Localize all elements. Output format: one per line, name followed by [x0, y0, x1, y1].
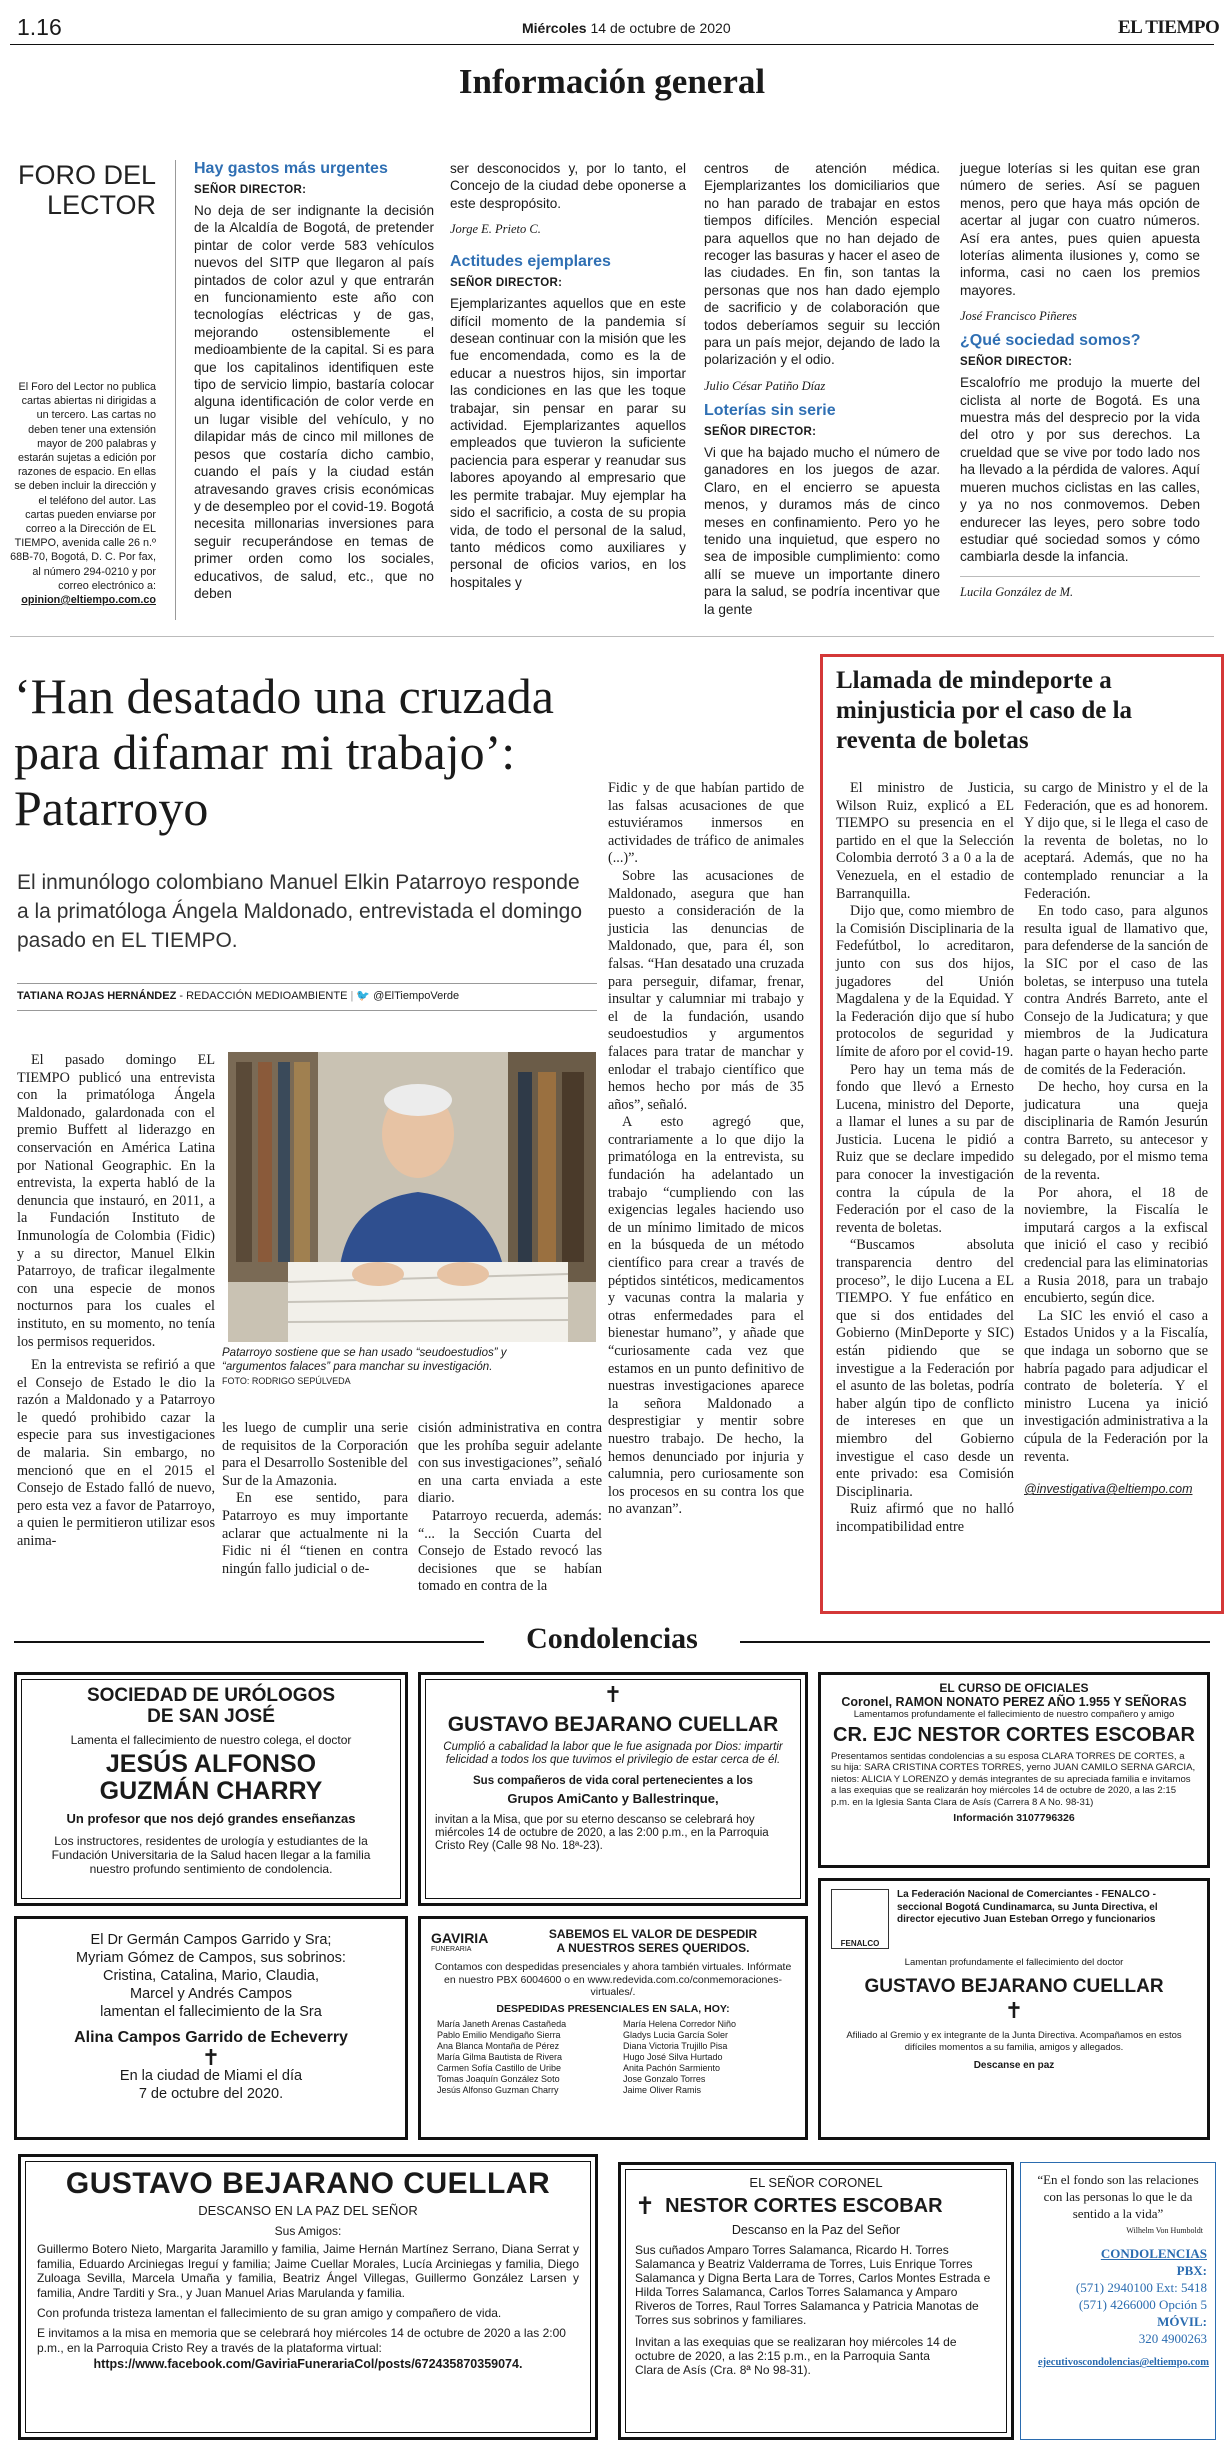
condolencias-rule-right — [740, 1641, 1210, 1643]
ad4-line: lamentan el fallecimiento de la Sra — [100, 2004, 322, 2020]
gaviria-logo — [431, 1930, 511, 1953]
visitation-name: Pablo Emilio Mendigaño Sierra — [437, 2029, 561, 2040]
letter3-salute: SEÑOR DIRECTOR: — [704, 425, 817, 438]
ad7-invite: E invitamos a la misa en memoria que se celebrará hoy miércoles 14 de octubre de 2020 a las 2:00 p.m., en la Parroquia Cristo Rey a través de la plataforma virtual: — [37, 2326, 566, 2355]
article-headline: ‘Han desatado una cruzada para difamar mi trabajo’: Patarroyo — [14, 668, 554, 836]
ad5-list-right — [623, 2019, 795, 2096]
article-para: A esto agregó que, contrariamente a lo que dijo la primatóloga en la entrevista, su fundación ha adelantado un trabajo “cumpliendo con las exigencias legales haciendo uso de un mínimo limitado de micos en la búsqueda de un método científico para crear a través de péptidos sintéticos, medicamentos y vacunas contra la malaria y otras enfermedades para el bienestar humano”, y añade que “curiosamente cada vez que estamos en un punto definitivo de nuestras investigaciones aparece la señora Maldonado a desprestigiar y mentir sobre nuestro trabajo. De hecho, la hemos denunciado por injuria y calumnia, pero curiosamente son los procesos en su contra los que no avanzan”. — [608, 1114, 804, 1518]
visitation-name: María Janeth Arenas Castañeda — [437, 2018, 567, 2029]
article-para: Patarroyo recuerda, además: “... la Sección Cuarta del Consejo de Estado revocó las decisiones que se habían tomado en contra de la — [418, 1507, 602, 1595]
letter1-body-cont: ser desconocidos y, por lo tanto, el Concejo de la ciudad debe oponerse a este despropósito. — [450, 161, 686, 211]
letter1-salute: SEÑOR DIRECTOR: — [194, 184, 307, 196]
obituary-ad — [18, 2154, 598, 2440]
ad1-body: Los instructores, residentes de urología y estudiantes de la Fundación Universitaria de la Salud hacen llegar a la familia nuestro profundo sentimiento de condolencia. — [51, 1834, 371, 1876]
letter2-signature: Julio César Patiño Díaz — [704, 378, 826, 393]
contact-email-link[interactable]: ejecutivoscondolencias@eltiempo.com — [1037, 2357, 1209, 2368]
ad6-peace: Descanse en paz — [973, 2060, 1055, 2071]
ad8-body: Sus cuñados Amparo Torres Salamanca, Ricardo H. Torres Salamanca y Beatriz Valderrama de Torres, Luis Enrique Torres Salamanca y Digna Berta Lara de Torres, Carlos Montes Estrada e Hilda Torres Salamanca, Carlos Torres Salamanca y Amparo Riveros de Torres, Raul Torres Salamanca y Patricia Manotas de Torres sus sobrinos y familiares. — [635, 2243, 991, 2327]
ad8-invite: Invitan a las exequias que se realizaran hoy miércoles 14 de octubre de 2020, a las 2:15 p.m., en la Parroquia Santa Clara de Asís (Cra. 8ª No 98-31). — [635, 2335, 957, 2377]
sidebar-para: Dijo que, como miembro de la Comisión Disciplinaria de la Fedefútbol, lo acreditaron, junto con sus dos hijos, jugadores del Unión Magdalena y de la Equidad. Y la Federación dijo que sí hubo protocolos de seguridad y límite de aforo por el covid-19. — [836, 903, 1014, 1060]
article-col-2 — [222, 1420, 408, 1578]
header-rule — [10, 44, 1214, 45]
fenalco-logo-text: FENALCO — [840, 1939, 880, 1948]
letters-col-4 — [960, 160, 1200, 608]
ad4-line: El Dr Germán Campos Garrido y Sra; — [90, 1932, 332, 1948]
ad7-peace: DESCANSO EN LA PAZ DEL SEÑOR — [198, 2203, 418, 2218]
visitation-name: Anita Pachón Sarmiento — [623, 2062, 721, 2073]
ad4-name: Alina Campos Garrido de Echeverry — [74, 2029, 348, 2046]
article-col-1 — [17, 1052, 215, 1551]
letter4-salute: SEÑOR DIRECTOR: — [960, 356, 1073, 369]
section-divider — [10, 636, 1214, 637]
byline-author: TATIANA ROJAS HERNÁNDEZ — [17, 990, 177, 1002]
letter3-body: Vi que ha bajado mucho el número de ganadores en los juegos de azar. Claro, en el encierro se apuesta menos, y duramos más de cinco meses en confinamiento. Pero yo he tenido una inquietud, que espero no sea de imposible cumplimiento: como allí se mueve un importante dinero para la salud, se podría incentivar que la gente — [704, 444, 940, 617]
letters-col-2 — [450, 160, 686, 591]
caption-text: Patarroyo sostiene que se han usado “seudoestudios” y “argumentos falaces” para manchar su investigación. — [222, 1347, 507, 1373]
sidebar-para: En todo caso, para algunos resulta igual de llamativo que, para defenderse de la sanción de la SIC por el caso de las boletas, se interpuso una tutela contra Andrés Barreto, ante el Consejo de la Judicatura; y que miembros de la Judicatura hagan parte o hayan hecho parte de comités de la Federación. — [1024, 903, 1208, 1078]
obituary-ad — [14, 1672, 408, 1906]
visitation-name: Jose Gonzalo Torres — [623, 2073, 706, 2084]
foro-title-line2: LECTOR — [46, 190, 156, 220]
obituary-ad — [418, 1672, 808, 1906]
brand-logo: EL TIEMPO — [1118, 17, 1220, 38]
letter4-body: Escalofrío me produjo la muerte del ciclista al norte de Bogotá. Es una muestra más del desprecio por la vida del otro y por sus derechos. La crueldad que se vive por todo lado nos ha llevado a la pérdida de valores. Aquí mueren muchos ciclistas en las calles, y ya no nos conmovemos. Deben endurecer las leyes, pero sobre todo estudiar qué sociedad somos y cómo cambiarla desde la infancia. — [960, 375, 1200, 565]
letter2-salute: SEÑOR DIRECTOR: — [450, 277, 563, 290]
gaviria-logo-text: GAVIRIA — [431, 1929, 489, 1946]
letter2-body-cont: centros de atención médica. Ejemplarizantes los domiciliarios que no han parado de trabajar en estos tiempos difíciles. Mención especial para aquellos que no han dejado de recoger las basuras y hacer el aseo de las ciudades. En fin, son tantas la personas que nos han dado ejemplo de sacrificio y de colaboración que todos deberíamos seguir su lección para un país mejor, dejando de lado la polarización y el odio. — [704, 161, 940, 368]
contact-quote-author: Wilhelm Von Humboldt — [1126, 2226, 1203, 2235]
article-dek: El inmunólogo colombiano Manuel Elkin Patarroyo responde a la primatóloga Ángela Maldonado, entrevistada el domingo pasado en EL TIEMPO. — [17, 871, 583, 952]
letter2-body: Ejemplarizantes aquellos que en este difícil momento de la pandemia sí desean continuar con la misión que les fue encomendada, como es la de educar a nuestros hijos, sin importar las condiciones en las que les toque trabajar, sin pensar en parar su actividad. Ejemplarizantes aquellos empleados que tuvieron la suficiente paciencia para esperar y reanudar sus labores apoyando al empresario que les permite trabajar. Muy ejemplar ha sido el sacrificio, a costa de su propia vida, de todo el personal de la salud, tanto médicos como auxiliares y personal de oficios varios, en los hospitales y — [450, 296, 686, 590]
ad5-head1: SABEMOS EL VALOR DE DESPEDIR — [548, 1927, 758, 1941]
foro-rules-text: El Foro del Lector no publica cartas abiertas ni dirigidas a un tercero. Las cartas no deben tener una extensión mayor de 200 palabras y estarán sujetas a edición por razones de espacio. En ellas se deben incluir la dirección y el teléfono del autor. Las cartas pueden enviarse por correo a la Dirección de EL TIEMPO, avenida calle 26 n.º 68B-70, Bogotá, D. C. Por fax, al número 294-0210 y por correo electrónico a: — [10, 381, 156, 592]
ad3-info: Información 3107796326 — [953, 1812, 1075, 1825]
contact-phone[interactable]: (571) 4266000 Opción 5 — [1078, 2297, 1207, 2312]
obituary-ad — [618, 2162, 1014, 2440]
visitation-name: Hugo José Silva Hurtado — [623, 2051, 723, 2062]
cross-icon: ✝ — [201, 2045, 221, 2070]
article-para: les luego de cumplir una serie de requisitos de la Corporación para el Desarrollo Sostenible del Sur de la Amazonia. — [222, 1420, 408, 1489]
ad7-list: Guillermo Botero Nieto, Margarita Jaramillo y familia, Jaime Hernán Martínez Serrano, Diana Serrat y familia, Eduardo Arciniegas Ireguí y familia; Jaime Cuellar Morales, Lucía Arciniegas y familia, Diego Zuloaga Sevilla, Marcela Umaña y familia, Beatriz Ángel Villegas, Guillermo González Larsen y familia, Andre Tarditi y Sra., y Juan Manuel Arias Marulanda y familia. — [37, 2242, 579, 2300]
twitter-icon: 🐦 — [356, 990, 371, 1002]
cross-icon: ✝ — [635, 2193, 656, 2220]
sidebar-para: De hecho, hoy cursa en la judicatura una queja disciplinaria de Ramón Jesurún contra Barreto, su antecesor y su delegado, por el mismo tema de la reventa. — [1024, 1079, 1208, 1184]
sidebar-para: Pero hay un tema más de fondo que llevó a Ernesto Lucena, ministro del Deporte, a llamar el lunes a su par de Justicia. Lucena le pidió a Ruiz que se declare impedido para conocer la investigación contra la cúpula de la Federación por el caso de la reventa de boletas. — [836, 1061, 1014, 1236]
visitation-name: Diana Victoria Trujillo Pisa — [623, 2040, 728, 2051]
sidebar-col-1 — [836, 780, 1014, 1537]
ad3-head2: Coronel, RAMON NONATO PEREZ AÑO 1.955 Y SEÑORAS — [841, 1695, 1187, 1709]
cross-icon: ✝ — [603, 1682, 623, 1707]
obituary-ad — [14, 1916, 408, 2140]
contact-phone[interactable]: (571) 2940100 Ext: 5418 — [1075, 2280, 1207, 2295]
visitation-name: Tomas Joaquín González Soto — [437, 2073, 560, 2084]
ad7-sad: Con profunda tristeza lamentan el fallecimiento de su gran amigo y compañero de vida. — [37, 2306, 502, 2320]
ad2-groups: Grupos AmiCanto y Ballestrinque, — [507, 1791, 719, 1806]
ad2-body: invitan a la Misa, que por su eterno descanso se celebrará hoy miércoles 14 de octubre de 2020, a las 2:00 p.m., en la Parroquia Cristo Rey (Calle 98 No. 18ª-23). — [435, 1814, 769, 1852]
sidebar-para: El ministro de Justicia, Wilson Ruiz, explicó a EL TIEMPO su presencia en el partido en el que la Selección Colombia derrotó 3 a 0 a la de Venezuela, en el estadio de Barranquilla. — [836, 780, 1014, 902]
article-para: Sobre las acusaciones de Maldonado, asegura que han puesto a consideración de la justicia las denuncias de Maldonado, que, para él, son falsas. “Han desatado una cruzada para perseguir, difamar, frenar, insultar y calumniar mi trabajo y el de la fundación, usando seudoestudios y argumentos falaces para tratar de manchar y enlodar el trabajo científico que hemos hecho por más de 35 años”, señaló. — [608, 867, 804, 1113]
ad8-title: EL SEÑOR CORONEL — [749, 2175, 883, 2190]
date-weekday: Miércoles — [522, 20, 587, 36]
ad1-name-line2: GUZMÁN CHARRY — [99, 1777, 323, 1805]
ad3-head1: EL CURSO DE OFICIALES — [939, 1681, 1089, 1695]
visitation-name: María Gilma Bautista de Rivera — [437, 2051, 563, 2062]
visitation-name: Jaime Oliver Ramis — [623, 2084, 702, 2095]
photo-caption — [222, 1346, 522, 1388]
ad4-line: En la ciudad de Miami el día — [119, 2068, 303, 2084]
ad1-org-line1: SOCIEDAD DE URÓLOGOS — [86, 1685, 336, 1706]
article-para: En la entrevista se refirió a que el Consejo de Estado le dio la razón a Maldonado y a Patarroyo le quedó prohibido cazar la especie para sus investigaciones de malaria. Sin embargo, no mencionó que en el 2015 el Consejo de Estado falló de nuevo, pero esta vez a favor de Patarroyo, a quien le permitieron utilizar esos anima- — [17, 1357, 215, 1550]
ad4-line: Marcel y Andrés Campos — [130, 1986, 292, 2002]
patarroyo-photo — [228, 1052, 596, 1342]
byline-desk: - REDACCIÓN MEDIOAMBIENTE — [176, 990, 348, 1002]
ad5-sub: DESPEDIDAS PRESENCIALES EN SALA, HOY: — [496, 2002, 730, 2015]
article-col-3 — [418, 1420, 602, 1596]
sidebar-para: Ruiz afirmó que no halló incompatibilidad entre — [836, 1501, 1014, 1535]
foro-box — [10, 160, 156, 620]
letter3-body-cont: juegue loterías si les quitan ese gran número de series. Así se paguen menos, pero que haya más opción de acertar al jugar con cuatro números. Así era antes, pues quien apuesta loterías alimenta ilusiones y, como se informa, casi no caen los premios mayores. — [960, 161, 1200, 298]
letters-col-1 — [194, 160, 434, 602]
ad1-name-line1: JESÚS ALFONSO — [105, 1750, 317, 1778]
ad6-name: GUSTAVO BEJARANO CUELLAR — [864, 1976, 1164, 1997]
condolencias-contact — [1020, 2162, 1216, 2440]
foro-divider — [175, 160, 176, 620]
letters-col-3 — [704, 160, 940, 618]
contact-quote: “En el fondo son las relaciones con las personas lo que le da sentido a la vida” — [1037, 2172, 1199, 2221]
date-rest: 14 de octubre de 2020 — [590, 20, 731, 36]
contact-phone[interactable]: 320 4900263 — [1138, 2331, 1207, 2346]
ad7-name: GUSTAVO BEJARANO CUELLAR — [65, 2167, 551, 2200]
ad8-peace: Descanso en la Paz del Señor — [731, 2223, 901, 2237]
sidebar-email-link[interactable]: @investigativa@eltiempo.com — [1024, 1482, 1193, 1497]
article-para: El pasado domingo EL TIEMPO publicó una entrevista con la primatóloga Ángela Maldonado, galardonada con el premio Buffett al liderazgo en conservación en América Latina por National Geographic. En la entrevista, la experta habló de la denuncia que instauró, en 2011, a la Fundación Instituto de Inmunología de Colombia (Fidic) y a su director, Manuel Elkin Patarroyo, de traficar ilegalmente con una especie de monos nocturnos para los cuales el instituto, en su momento, no tenía los permisos requeridos. — [17, 1052, 215, 1350]
ad6-head: La Federación Nacional de Comerciantes - FENALCO - seccional Bogotá Cundinamarca, su Junta Directiva, el director ejecutivo Juan Esteban Orrego y funcionarios — [897, 1889, 1158, 1925]
letter4-title: ¿Qué sociedad somos? — [960, 332, 1141, 350]
foro-title — [10, 160, 156, 220]
sidebar-col-2 — [1024, 780, 1208, 1496]
ad5-head2: A NUESTROS SERES QUERIDOS. — [556, 1941, 750, 1955]
contact-label: CONDOLENCIAS — [1100, 2246, 1207, 2261]
section-title: Información general — [458, 62, 766, 101]
ad4-line: 7 de octubre del 2020. — [138, 2086, 284, 2102]
article-para: cisión administrativa en contra que les prohíba seguir adelante con sus investigaciones”, señaló en una carta enviada a este diario. — [418, 1420, 602, 1507]
ad4-line: Cristina, Catalina, Mario, Claudia, — [103, 1968, 319, 1984]
twitter-handle[interactable]: @ElTiempoVerde — [373, 990, 460, 1002]
ad5-list-left — [437, 2019, 609, 2096]
sidebar-para: La SIC les envió el caso a Estados Unidos y a la Fiscalía, que indaga un soborno que se habría pagado para adjudicar el contrato de boletería. Y el ministro Lucena ya inició investigación administrativa a la cúpula de la Federación por la reventa. — [1024, 1307, 1208, 1465]
article-para: En ese sentido, para Patarroyo es muy importante aclarar que actualmente ni la Fidic ni él “tienen en contra ningún fallo judicial o de- — [222, 1490, 408, 1577]
ad1-org-line2: DE SAN JOSÉ — [147, 1706, 275, 1727]
ad5-body: Contamos con despedidas presenciales y ahora también virtuales. Infórmate en nuestro PBX 6004600 o en www.redevida.com.co/conmemoraciones-virtuales/. — [434, 1961, 792, 1998]
obituary-ad — [418, 1916, 808, 2140]
ad8-name: NESTOR CORTES ESCOBAR — [665, 2195, 943, 2217]
photo-credit: FOTO: RODRIGO SEPÚLVEDA — [222, 1376, 351, 1386]
sidebar-para: Por ahora, el 18 de noviembre, la Fiscalía le imputará cargos a la exfiscal que inició el caso y recibió credencial para las eliminatorias a Rusia 2018, para un trabajo encubierto, según dice. — [1024, 1184, 1208, 1307]
ad1-name — [31, 1751, 391, 1805]
ad1-tagline: Un profesor que nos dejó grandes enseñanzas — [66, 1811, 356, 1826]
sidebar-para: su cargo de Ministro y el de la Federación, que es ad honorem. Y dijo que, si le llega el caso de la reventa de boletas, no lo aceptará. Además, que no ha contemplado renunciar a la Federación. — [1024, 780, 1208, 902]
visitation-name: Carmen Sofía Castillo de Uribe — [437, 2062, 562, 2073]
sidebar-para: “Buscamos absoluta transparencia dentro del proceso”, le dijo Lucena a EL TIEMPO. Y fue enfático en que si dos entidades del Gobierno (MinDeporte y SIC) están pidiendo que se investigue a la Federación por el asunto de las boletas, podría haber algún tipo de conflicto de intereses en que un miembro del Gobierno investigue el caso desde un ente privado: esa Comisión Disciplinaria. — [836, 1237, 1014, 1500]
ad6-body: Afiliado al Gremio y ex integrante de la Junta Directiva. Acompañamos en estos difíciles momentos a su familia, amigos y allegados. — [846, 2030, 1182, 2053]
contact-movil-label: MÓVIL: — [1157, 2314, 1207, 2329]
foro-email-link[interactable]: opinion@eltiempo.com.co — [21, 594, 156, 607]
contact-pbx-label: PBX: — [1176, 2263, 1207, 2278]
article-photo — [228, 1052, 596, 1342]
letter2-title: Actitudes ejemplares — [450, 253, 611, 271]
ad2-quote: Cumplió a cabalidad la labor que le fue asignada por Dios: impartir felicidad a todos los que tuvimos el privilegio de estar cerca de él. — [443, 1741, 783, 1766]
article-col-4 — [608, 780, 804, 1519]
ad2-name: GUSTAVO BEJARANO CUELLAR — [447, 1713, 779, 1736]
obituary-ad — [818, 1672, 1210, 1868]
letter3-signature: José Francisco Piñeres — [960, 309, 1077, 324]
page-date — [522, 20, 731, 36]
letter4-signature: Lucila González de M. — [960, 576, 1200, 600]
visitation-name: Jesús Alfonso Guzman Charry — [437, 2084, 559, 2095]
ad3-body: Presentamos sentidas condolencias a su esposa CLARA TORRES DE CORTES, a su hija: SARA CRISTINA CORTES TORRES, yerno JUAN CAMILO SERNA GARCIA, nietos: ALICIA Y LORENZO y demás integrantes de su apreciada familia e invitamos a las exequias que se realizarán hoy miércoles 14 de octubre de 2020, a las 2:15 p.m. en la Iglesia Santa Clara de Asís (Carrera 8 A No. 98-31) — [831, 1751, 1196, 1808]
letter1-title: Hay gastos más urgentes — [194, 160, 388, 177]
ad7-url[interactable]: https://www.facebook.com/GaviriaFunerariaCol/posts/672435870359074. — [93, 2357, 523, 2371]
byline: TATIANA ROJAS HERNÁNDEZ - REDACCIÓN MEDIOAMBIENTE | 🐦 @ElTiempoVerde — [17, 990, 460, 1002]
gaviria-logo-sub: FUNERARIA — [431, 1945, 472, 1953]
ad7-friends: Sus Amigos: — [274, 2224, 342, 2238]
letter1-body: No deja de ser indignante la decisión de la Alcaldía de Bogotá, de pretender pintar de color verde 583 vehículos nuevos del SITP que llegaron al país pintados de color azul y que entrarán en funcionamiento este año con tecnologías eléctricas y de gas, mejorando ostensiblemente el medioambiente de la capital. Si es para que los capitalinos identifiquen este tipo de servicio limpio, bastaría colocar alguna identificación de color verde en un lugar visible del vehículo, y no dilapidar más de cinco mil millones de pesos que costaría dicho cambio, cuando el país y la ciudad están atravesando graves crisis económicas y de desempleo por el covid-19. Bogotá necesita millonarias inversiones para seguir recuperándose en temas de primer orden como los sociales, educativos, de salud, etc., que no deben — [194, 203, 434, 601]
visitation-name: María Helena Corredor Niño — [623, 2018, 737, 2029]
letter1-signature: Jorge E. Prieto C. — [450, 222, 541, 237]
cross-icon: ✝ — [1004, 1998, 1024, 2023]
letter3-title: Loterías sin serie — [704, 401, 836, 419]
page-number: 1.16 — [17, 14, 62, 40]
visitation-name: Gladys Lucia García Soler — [623, 2029, 729, 2040]
visitation-name: Ana Blanca Montaña de Pérez — [437, 2040, 560, 2051]
ad6-intro: Lamentan profundamente el fallecimiento del doctor — [904, 1957, 1124, 1968]
condolencias-rule-left — [14, 1641, 484, 1643]
byline-rule-2 — [17, 1010, 597, 1011]
byline-rule — [17, 983, 597, 984]
foro-title-line1: FORO DEL — [17, 160, 156, 190]
ad3-head3: Lamentamos profundamente el fallecimiento de nuestro compañero y amigo — [853, 1709, 1175, 1720]
article-para: Fidic y de que habían partido de las falsas acusaciones de que estuviéramos inmersos en actividades de tráfico de animales (...)”. — [608, 780, 804, 867]
obituary-ad — [818, 1878, 1210, 2140]
ad1-intro: Lamenta el fallecimiento de nuestro colega, el doctor — [70, 1733, 352, 1747]
ad2-line: Sus compañeros de vida coral pertenecientes a los — [473, 1775, 753, 1787]
sidebar-story-headline: Llamada de mindeporte a minjusticia por el caso de la reventa de boletas — [836, 667, 1133, 754]
ad3-name: CR. EJC NESTOR CORTES ESCOBAR — [833, 1724, 1195, 1746]
ad1-org — [31, 1685, 391, 1727]
condolencias-title: Condolencias — [526, 1622, 698, 1655]
foro-rules — [10, 380, 156, 607]
fenalco-logo — [831, 1889, 889, 1949]
ad4-line: Myriam Gómez de Campos, sus sobrinos: — [76, 1950, 346, 1966]
